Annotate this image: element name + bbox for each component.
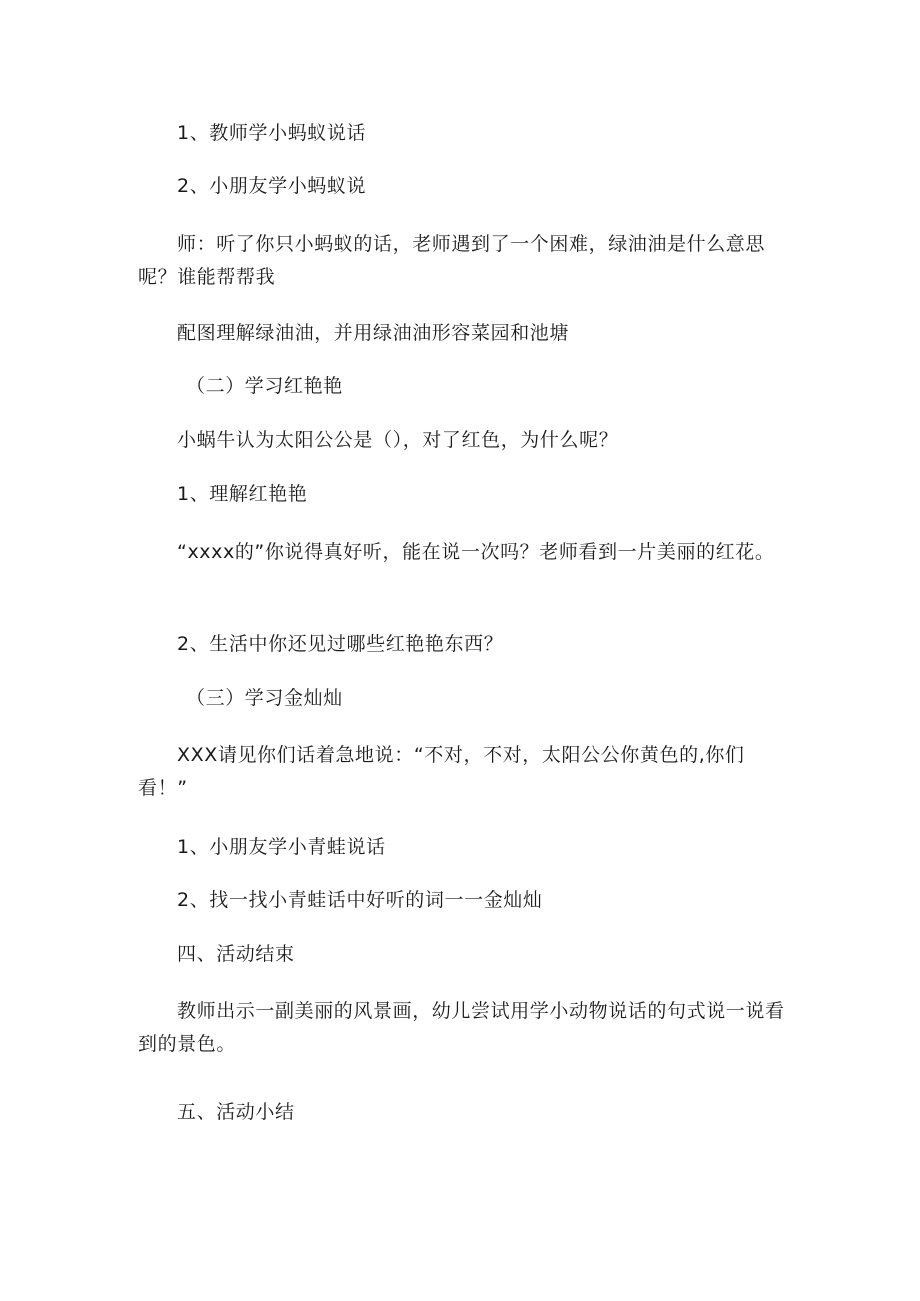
- paragraph-13: 2、找一找小青蛙话中好听的词一一金灿灿: [177, 889, 543, 911]
- paragraph-1: 1、教师学小蚂蚁说话: [177, 122, 367, 144]
- paragraph-8: “xxxx的”你说得真好听，能在说一次吗？老师看到一片美丽的红花。: [177, 541, 775, 563]
- paragraph-11: XXX请见你们话着急地说：“不对，不对，太阳公公你黄色的,你们看！”: [138, 744, 745, 799]
- paragraph-7: 1、理解红艳艳: [177, 483, 308, 505]
- section-heading-3: （三）学习金灿灿: [186, 687, 343, 709]
- paragraph-6: 小蜗牛认为太阳公公是（），对了红色，为什么呢？: [177, 429, 619, 451]
- paragraph-4: 配图理解绿油油，并用绿油油形容菜园和池塘: [177, 322, 570, 344]
- section-heading-4: 四、活动结束: [177, 943, 295, 965]
- paragraph-12: 1、小朋友学小青蛙说话: [177, 836, 386, 858]
- paragraph-9: 2、生活中你还见过哪些红艳艳东西？: [177, 633, 504, 655]
- paragraph-15: 教师出示一副美丽的风景画，幼儿尝试用学小动物说话的句式说一说看到的景色。: [138, 1000, 785, 1055]
- section-heading-2: （二）学习红艳艳: [186, 375, 343, 397]
- paragraph-3: 师：听了你只小蚂蚁的话，老师遇到了一个困难，绿油油是什么意思呢？谁能帮帮我: [138, 233, 766, 288]
- section-heading-5: 五、活动小结: [177, 1101, 295, 1123]
- paragraph-2: 2、小朋友学小蚂蚁说: [177, 175, 367, 197]
